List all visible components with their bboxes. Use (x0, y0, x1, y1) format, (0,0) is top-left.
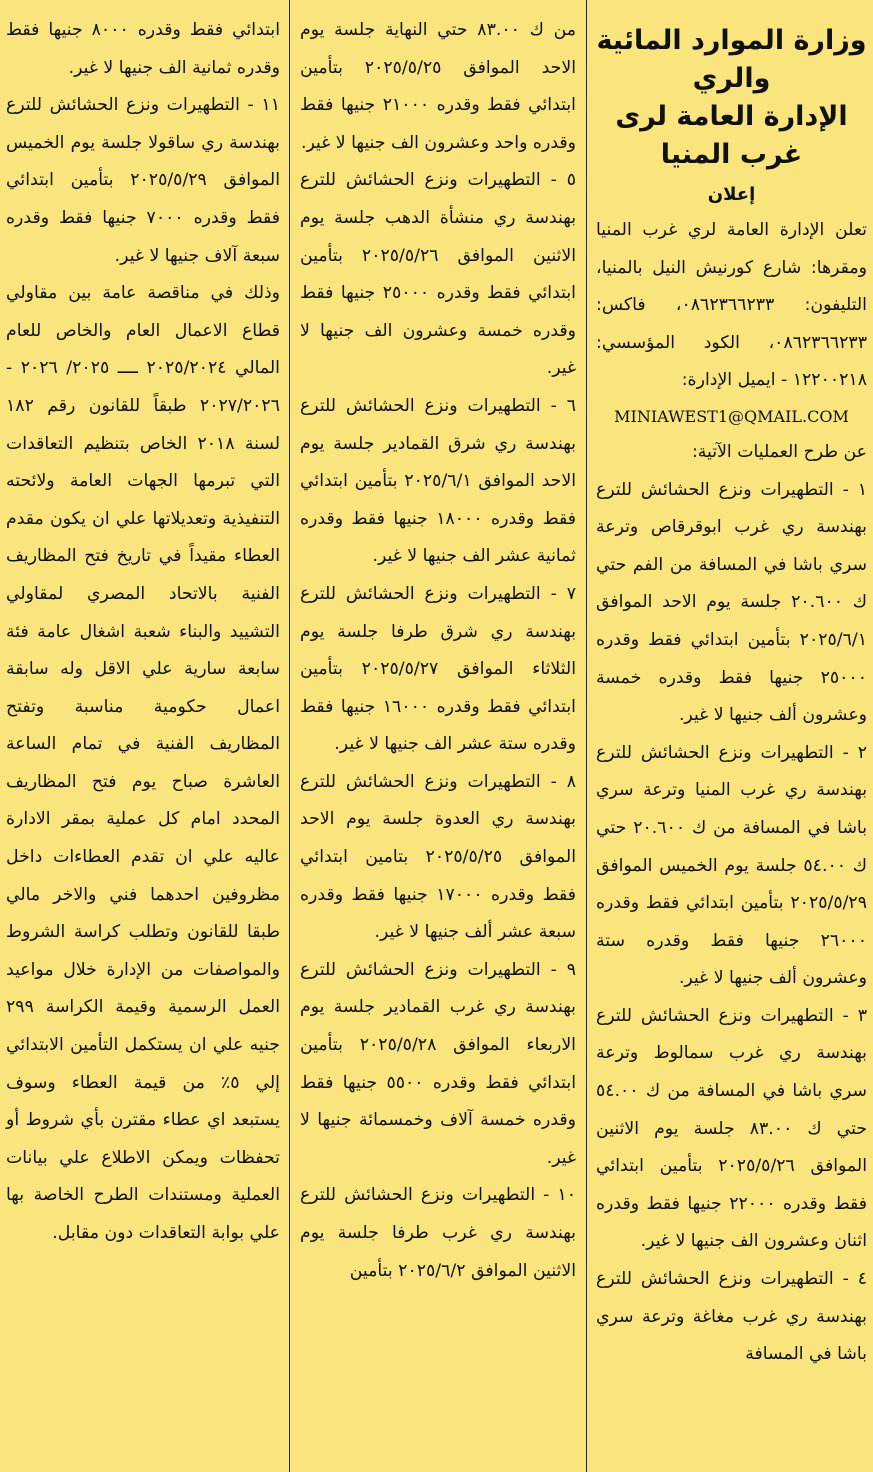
heading-line-region: غرب المنيا (660, 139, 803, 170)
operation-item-11: ١١ - التطهيرات ونزع الحشائش للترع بهندسة ري ساقولا جلسة يوم الخميس الموافق ٢٠٢٥/٥/٢٩ بتأمين ابتدائي فقط وقدره ٧٠٠٠ جنيها فقط وقدره سبعة آلاف جنيها لا غير. (6, 95, 280, 266)
operation-item-10-end: ابتدائي فقط وقدره ٨٠٠٠ جنيها فقط وقدره ثمانية الف جنيها لا غير. (6, 20, 280, 78)
heading-line-directorate: الإدارة العامة لرى (615, 101, 848, 132)
operation-item-10-start: ١٠ - التطهيرات ونزع الحشائش للترع بهندسة ري غرب طرفا جلسة يوم الاثنين الموافق ٢٠٢٥/٦/٢ بتأمين (300, 1185, 576, 1281)
column-right (590, 0, 873, 1472)
ministry-heading (596, 22, 867, 174)
column-left (0, 0, 286, 1472)
operation-item-3: ٣ - التطهيرات ونزع الحشائش للترع بهندسة ري غرب سمالوط وترعة سري باشا في المسافة من ك ٥٤.٠٠ حتي ك ٨٣.٠٠ جلسة يوم الاثنين الموافق ٢٠٢٥/٥/٢٦ بتأمين ابتدائي فقط وقدره ٢٢٠٠٠ جنيها فقط وقدره اثنان وعشرون الف جنيها لا غير. (596, 1005, 868, 1252)
column-divider-right (586, 0, 587, 1472)
operation-item-7: ٧ - التطهيرات ونزع الحشائش للترع بهندسة ري شرق طرفا جلسة يوم الثلاثاء الموافق ٢٠٢٥/٥/٢٧ بتأمين ابتدائي فقط وقدره ١٦٠٠٠ جنيها فقط وقدره ستة عشر الف جنيها لا غير. (300, 583, 576, 755)
operation-item-5: ٥ - التطهيرات ونزع الحشائش للترع بهندسة ري منشأة الدهب جلسة يوم الاثنين الموافق ٢٠٢٥/٥/٢٦ بتأمين ابتدائي فقط وقدره ٢٥٠٠٠ جنيها فقط وقدره خمسة وعشرون الف جنيها لا غير. (300, 170, 576, 379)
heading-line-ministry: وزارة الموارد المائية والري (596, 25, 867, 94)
operation-item-6: ٦ - التطهيرات ونزع الحشائش للترع بهندسة ري شرق القمادير جلسة يوم الاحد الموافق ٢٠٢٥/٦/١ بتأمين ابتدائي فقط وقدره ١٨٠٠٠ جنيها فقط وقدره ثمانية عشر الف جنيها لا غير. (300, 395, 576, 567)
operation-item-4-start: ٤ - التطهيرات ونزع الحشائش للترع بهندسة ري غرب مغاغة وترعة سري باشا في المسافة (596, 1269, 867, 1365)
announcement-label: إعلان (707, 184, 756, 205)
column-divider-left (289, 0, 290, 1472)
operations-intro: عن طرح العمليات الآتية: (691, 441, 867, 462)
operation-item-1: ١ - التطهيرات ونزع الحشائش للترع بهندسة ري غرب ابوقرقاص وترعة سري باشا في المسافة من الفم حتي ك ٢٠.٦٠٠ جلسة يوم الاحد الموافق ٢٠٢٥/٦/١ بتأمين ابتدائي فقط وقدره ٢٥٠٠٠ جنيها فقط وقدره خمسة وعشرون ألف جنيها لا غير. (596, 479, 867, 726)
operation-item-2: ٢ - التطهيرات ونزع الحشائش للترع بهندسة ري غرب المنيا وترعة سري باشا في المسافة من ك ٢٠.٦٠٠ حتي ك ٥٤.٠٠ جلسة يوم الخميس الموافق ٢٠٢٥/٥/٢٩ بتأمين ابتدائي فقط وقدره ٢٦٠٠٠ جنيها فقط وقدره ستة وعشرون ألف جنيها لا غير. (596, 742, 867, 989)
operation-item-9: ٩ - التطهيرات ونزع الحشائش للترع بهندسة ري غرب القمادير جلسة يوم الاربعاء الموافق ٢٠٢٥/٥/٢٨ بتأمين ابتدائي فقط وقدره ٥٥٠٠ جنيها فقط وقدره خمسة آلاف وخمسمائة جنيها لا غير. (300, 959, 576, 1168)
tender-terms-paragraph: وذلك في مناقصة عامة بين مقاولي قطاع الاعمال العام والخاص للعام المالي ٢٠٢٥/٢٠٢٤ ــــ ٢٠٢٥/ ٢٠٢٦ - ٢٠٢٧/٢٠٢٦ طبقاً للقانون رقم ١٨٢ لسنة ٢٠١٨ الخاص بتنظيم التعاقدات التي تبرمها الجهات العامة ولائحته التنفيذية وتعديلاتها علي ان يكون مقدم العطاء مقيداً في تاريخ فتح المظاريف الفنية بالاتحاد المصري لمقاولي التشييد والبناء شعبة اشغال عامة فئة سابعة سارية علي الاقل وله سابقة اعمال حكومية مناسبة وتفتح المظاريف الفنية في تمام الساعة العاشرة صباح يوم فتح المظاريف المحدد امام كل عملية بمقر الادارة عاليه علي ان تقدم العطاءات داخل مظروفين احدهما فني والاخر مالي طبقا للقانون وتطلب كراسة الشروط والمواصفات من الإدارة خلال مواعيد العمل الرسمية وقيمة الكراسة ٢٩٩ جنيه علي ان يستكمل التأمين الابتدائي إلي ٥٪ من قيمة العطاء وسوف يستبعد اي عطاء مقترن بأي شروط أو تحفظات ويمكن الاطلاع علي بيانات العملية ومستندات الطرح الخاصة بها علي بوابة التعاقدات دون مقابل. (6, 283, 280, 1243)
email-address: MINIAWEST1@QMAIL.COM (614, 406, 849, 426)
operation-item-8: ٨ - التطهيرات ونزع الحشائش للترع بهندسة ري العدوة جلسة يوم الاحد الموافق ٢٠٢٥/٥/٢٥ بتامين ابتدائي فقط وقدره ١٧٠٠٠ جنيها فقط وقدره سبعة عشر ألف جنيها لا غير. (300, 771, 576, 943)
column-middle (294, 0, 582, 1472)
intro-paragraph: تعلن الإدارة العامة لري غرب المنيا ومقرها: شارع كورنيش النيل بالمنيا، التليفون: ٠٨٦٢٣٦٦٢٣٣، فاكس: ٠٨٦٢٣٦٦٢٣٣، الكود المؤسسي: ١٢٢٠٠٢١٨ - ايميل الإدارة: (596, 220, 867, 391)
operation-item-4-end: من ك ٨٣.٠٠ حتي النهاية جلسة يوم الاحد الموافق ٢٠٢٥/٥/٢٥ بتأمين ابتدائي فقط وقدره ٢١٠٠٠ جنيها فقط وقدره واحد وعشرون الف جنيها لا غير. (300, 20, 576, 153)
